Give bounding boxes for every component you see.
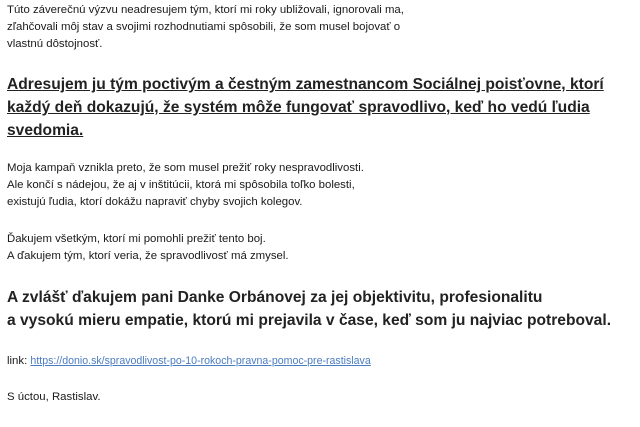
link-prefix: link: <box>7 355 31 367</box>
text-line: existujú ľudia, ktorí dokážu napraviť chyby svojich kolegov. <box>7 196 303 208</box>
text-line: Moja kampaň vznikla preto, že som musel prežiť roky nespravodlivosti. <box>7 162 364 174</box>
bold-heading <box>7 286 637 332</box>
text-line: zľahčovali môj stav a svojimi rozhodnutiami spôsobili, že som musel bojovať o <box>7 21 401 33</box>
text-line: Ale končí s nádejou, že aj v inštitúcii, ktorá mi spôsobila toľko bolesti, <box>7 179 355 191</box>
signature: S úctou, Rastislav. <box>7 391 101 403</box>
intro-paragraph <box>7 2 637 53</box>
text-line: A ďakujem tým, ktorí veria, že spravodlivosť má zmysel. <box>7 250 289 262</box>
thanks-paragraph <box>7 231 637 265</box>
text-line: vlastnú dôstojnosť. <box>7 38 103 50</box>
heading-line: každý deň dokazujú, že systém môže fungovať spravodlivo, keď ho vedú ľudia <box>7 99 590 116</box>
link-line <box>7 353 637 370</box>
text-line: Ďakujem všetkým, ktorí mi pomohli prežiť tento boj. <box>7 233 266 245</box>
campaign-link[interactable]: https://donio.sk/spravodlivost-po-10-rokoch-pravna-pomoc-pre-rastislava <box>30 355 371 367</box>
heading-line: svedomia. <box>7 122 84 139</box>
underlined-heading <box>7 73 637 142</box>
campaign-paragraph <box>7 160 637 211</box>
heading-line: a vysokú mieru empatie, ktorú mi prejavila v čase, keď som ju najviac potreboval. <box>7 312 612 329</box>
text-line: Túto záverečnú výzvu neadresujem tým, ktorí mi roky ubližovali, ignorovali ma, <box>7 4 404 16</box>
heading-line: Adresujem ju tým poctivým a čestným zamestnancom Sociálnej poisťovne, ktorí <box>7 76 604 93</box>
heading-line: A zvlášť ďakujem pani Danke Orbánovej za jej objektivitu, profesionalitu <box>7 289 543 306</box>
